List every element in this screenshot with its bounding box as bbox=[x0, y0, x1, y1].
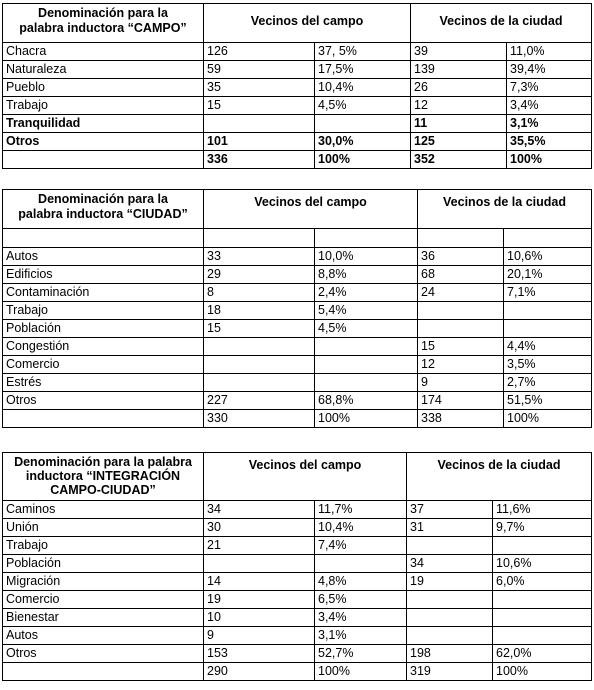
ciudad-count: 24 bbox=[418, 284, 504, 302]
ciudad-count: 125 bbox=[411, 133, 507, 151]
ciudad-table bbox=[2, 189, 592, 428]
ciudad-percent: 11,0% bbox=[507, 43, 592, 61]
row-header-label bbox=[3, 4, 204, 43]
table-row bbox=[3, 302, 592, 320]
ciudad-percent: 100% bbox=[493, 663, 592, 681]
campo-count: 18 bbox=[204, 302, 315, 320]
ciudad-count: 31 bbox=[407, 519, 493, 537]
header-campo: Vecinos del campo bbox=[204, 453, 407, 501]
campo-percent: 100% bbox=[315, 663, 407, 681]
row-label: Naturaleza bbox=[3, 61, 204, 79]
campo-percent: 4,5% bbox=[315, 320, 418, 338]
campo-table bbox=[2, 3, 592, 169]
campo-percent bbox=[315, 555, 407, 573]
ciudad-percent: 10,6% bbox=[493, 555, 592, 573]
table-row bbox=[3, 392, 592, 410]
table-row bbox=[3, 374, 592, 392]
table-row bbox=[3, 284, 592, 302]
header-line: Denominación para la palabra bbox=[14, 455, 192, 469]
table-row bbox=[3, 519, 592, 537]
ciudad-percent: 3,1% bbox=[507, 115, 592, 133]
ciudad-count: 198 bbox=[407, 645, 493, 663]
table-row bbox=[3, 591, 592, 609]
table-row bbox=[3, 266, 592, 284]
table-row bbox=[3, 43, 592, 61]
row-label: Pueblo bbox=[3, 79, 204, 97]
campo-count: 10 bbox=[204, 609, 315, 627]
campo-percent: 2,4% bbox=[315, 284, 418, 302]
ciudad-percent: 20,1% bbox=[504, 266, 592, 284]
row-label: Chacra bbox=[3, 43, 204, 61]
row-label: Edificios bbox=[3, 266, 204, 284]
ciudad-count bbox=[418, 320, 504, 338]
header-line: CAMPO-CIUDAD” bbox=[50, 483, 156, 497]
table-row bbox=[3, 115, 592, 133]
ciudad-percent bbox=[493, 591, 592, 609]
total-row bbox=[3, 151, 592, 169]
ciudad-percent: 39,4% bbox=[507, 61, 592, 79]
row-label: Comercio bbox=[3, 591, 204, 609]
ciudad-percent bbox=[493, 537, 592, 555]
row-label: Autos bbox=[3, 627, 204, 645]
row-header-label bbox=[3, 453, 204, 501]
table-row bbox=[3, 248, 592, 266]
table-row bbox=[3, 356, 592, 374]
row-label: Bienestar bbox=[3, 609, 204, 627]
header-row bbox=[3, 4, 592, 43]
header-line: palabra inductora “CAMPO” bbox=[19, 21, 187, 35]
ciudad-percent: 7,1% bbox=[504, 284, 592, 302]
campo-count: 21 bbox=[204, 537, 315, 555]
campo-count: 35 bbox=[204, 79, 315, 97]
ciudad-percent: 2,7% bbox=[504, 374, 592, 392]
ciudad-count: 11 bbox=[411, 115, 507, 133]
campo-percent bbox=[315, 115, 411, 133]
campo-count bbox=[204, 338, 315, 356]
header-ciudad: Vecinos de la ciudad bbox=[411, 4, 592, 43]
header-line: Denominación para la bbox=[38, 192, 168, 206]
header-line: palabra inductora “CIUDAD” bbox=[18, 207, 188, 221]
ciudad-percent: 3,5% bbox=[504, 356, 592, 374]
campo-percent: 6,5% bbox=[315, 591, 407, 609]
campo-count bbox=[204, 374, 315, 392]
campo-percent: 10,4% bbox=[315, 79, 411, 97]
ciudad-count: 36 bbox=[418, 248, 504, 266]
campo-count: 290 bbox=[204, 663, 315, 681]
row-label bbox=[3, 151, 204, 169]
row-header-label bbox=[3, 190, 204, 229]
campo-percent: 7,4% bbox=[315, 537, 407, 555]
table-row bbox=[3, 133, 592, 151]
campo-count bbox=[204, 555, 315, 573]
campo-count: 15 bbox=[204, 97, 315, 115]
campo-count: 101 bbox=[204, 133, 315, 151]
ciudad-count: 174 bbox=[418, 392, 504, 410]
row-label: Congestión bbox=[3, 338, 204, 356]
campo-percent: 68,8% bbox=[315, 392, 418, 410]
campo-percent: 10,0% bbox=[315, 248, 418, 266]
campo-percent bbox=[315, 374, 418, 392]
campo-percent: 37, 5% bbox=[315, 43, 411, 61]
ciudad-count: 26 bbox=[411, 79, 507, 97]
total-row bbox=[3, 410, 592, 428]
campo-count: 126 bbox=[204, 43, 315, 61]
campo-count: 59 bbox=[204, 61, 315, 79]
campo-count: 19 bbox=[204, 591, 315, 609]
ciudad-percent bbox=[504, 302, 592, 320]
header-row bbox=[3, 453, 592, 501]
ciudad-count: 15 bbox=[418, 338, 504, 356]
table-row bbox=[3, 97, 592, 115]
row-label bbox=[3, 663, 204, 681]
ciudad-percent: 4,4% bbox=[504, 338, 592, 356]
ciudad-percent bbox=[504, 320, 592, 338]
header-campo: Vecinos del campo bbox=[204, 190, 418, 229]
row-label: Población bbox=[3, 320, 204, 338]
row-label: Estrés bbox=[3, 374, 204, 392]
campo-count: 14 bbox=[204, 573, 315, 591]
header-ciudad: Vecinos de la ciudad bbox=[418, 190, 592, 229]
table-row bbox=[3, 320, 592, 338]
header-row bbox=[3, 190, 592, 229]
campo-percent: 100% bbox=[315, 410, 418, 428]
ciudad-percent: 6,0% bbox=[493, 573, 592, 591]
campo-count: 336 bbox=[204, 151, 315, 169]
ciudad-percent: 100% bbox=[507, 151, 592, 169]
ciudad-count bbox=[407, 537, 493, 555]
table-row bbox=[3, 79, 592, 97]
header-campo: Vecinos del campo bbox=[204, 4, 411, 43]
spacer-row bbox=[3, 229, 592, 248]
ciudad-count: 68 bbox=[418, 266, 504, 284]
ciudad-percent bbox=[493, 627, 592, 645]
ciudad-percent: 100% bbox=[504, 410, 592, 428]
ciudad-percent: 10,6% bbox=[504, 248, 592, 266]
header-ciudad: Vecinos de la ciudad bbox=[407, 453, 592, 501]
row-label: Trabajo bbox=[3, 537, 204, 555]
ciudad-count: 34 bbox=[407, 555, 493, 573]
campo-count: 33 bbox=[204, 248, 315, 266]
campo-percent: 5,4% bbox=[315, 302, 418, 320]
ciudad-count bbox=[407, 591, 493, 609]
campo-count: 34 bbox=[204, 501, 315, 519]
header-line: Denominación para la bbox=[38, 6, 168, 20]
ciudad-percent: 51,5% bbox=[504, 392, 592, 410]
ciudad-percent: 35,5% bbox=[507, 133, 592, 151]
campo-count: 15 bbox=[204, 320, 315, 338]
ciudad-count: 37 bbox=[407, 501, 493, 519]
table-row bbox=[3, 338, 592, 356]
campo-percent: 8,8% bbox=[315, 266, 418, 284]
ciudad-count: 338 bbox=[418, 410, 504, 428]
row-label: Tranquilidad bbox=[3, 115, 204, 133]
ciudad-count bbox=[418, 302, 504, 320]
ciudad-percent: 11,6% bbox=[493, 501, 592, 519]
row-label: Trabajo bbox=[3, 302, 204, 320]
campo-percent: 11,7% bbox=[315, 501, 407, 519]
table-row bbox=[3, 645, 592, 663]
ciudad-count: 352 bbox=[411, 151, 507, 169]
row-label bbox=[3, 410, 204, 428]
table-row bbox=[3, 501, 592, 519]
ciudad-count bbox=[407, 627, 493, 645]
table-row bbox=[3, 537, 592, 555]
row-label: Otros bbox=[3, 133, 204, 151]
campo-count bbox=[204, 356, 315, 374]
row-label: Comercio bbox=[3, 356, 204, 374]
campo-percent: 30,0% bbox=[315, 133, 411, 151]
row-label: Caminos bbox=[3, 501, 204, 519]
campo-percent bbox=[315, 356, 418, 374]
table-row bbox=[3, 609, 592, 627]
campo-count: 29 bbox=[204, 266, 315, 284]
campo-count: 9 bbox=[204, 627, 315, 645]
campo-count bbox=[204, 115, 315, 133]
ciudad-percent bbox=[493, 609, 592, 627]
ciudad-count: 12 bbox=[411, 97, 507, 115]
campo-percent: 52,7% bbox=[315, 645, 407, 663]
integracion-table bbox=[2, 452, 592, 681]
campo-percent: 3,1% bbox=[315, 627, 407, 645]
ciudad-percent: 62,0% bbox=[493, 645, 592, 663]
table-row bbox=[3, 573, 592, 591]
campo-count: 30 bbox=[204, 519, 315, 537]
row-label: Otros bbox=[3, 392, 204, 410]
table-row bbox=[3, 627, 592, 645]
row-label: Trabajo bbox=[3, 97, 204, 115]
campo-percent: 4,5% bbox=[315, 97, 411, 115]
row-label: Otros bbox=[3, 645, 204, 663]
header-line: inductora “INTEGRACIÓN bbox=[25, 469, 181, 483]
campo-count: 8 bbox=[204, 284, 315, 302]
campo-percent: 17,5% bbox=[315, 61, 411, 79]
ciudad-percent: 9,7% bbox=[493, 519, 592, 537]
campo-count: 330 bbox=[204, 410, 315, 428]
campo-percent: 4,8% bbox=[315, 573, 407, 591]
campo-percent: 10,4% bbox=[315, 519, 407, 537]
row-label: Contaminación bbox=[3, 284, 204, 302]
row-label: Unión bbox=[3, 519, 204, 537]
ciudad-count bbox=[407, 609, 493, 627]
row-label: Migración bbox=[3, 573, 204, 591]
ciudad-count: 319 bbox=[407, 663, 493, 681]
campo-count: 227 bbox=[204, 392, 315, 410]
ciudad-count: 139 bbox=[411, 61, 507, 79]
campo-percent: 100% bbox=[315, 151, 411, 169]
ciudad-count: 39 bbox=[411, 43, 507, 61]
campo-percent: 3,4% bbox=[315, 609, 407, 627]
ciudad-count: 19 bbox=[407, 573, 493, 591]
campo-count: 153 bbox=[204, 645, 315, 663]
ciudad-count: 9 bbox=[418, 374, 504, 392]
ciudad-percent: 7,3% bbox=[507, 79, 592, 97]
ciudad-percent: 3,4% bbox=[507, 97, 592, 115]
table-row bbox=[3, 555, 592, 573]
row-label: Autos bbox=[3, 248, 204, 266]
ciudad-count: 12 bbox=[418, 356, 504, 374]
table-row bbox=[3, 61, 592, 79]
total-row bbox=[3, 663, 592, 681]
campo-percent bbox=[315, 338, 418, 356]
row-label: Población bbox=[3, 555, 204, 573]
